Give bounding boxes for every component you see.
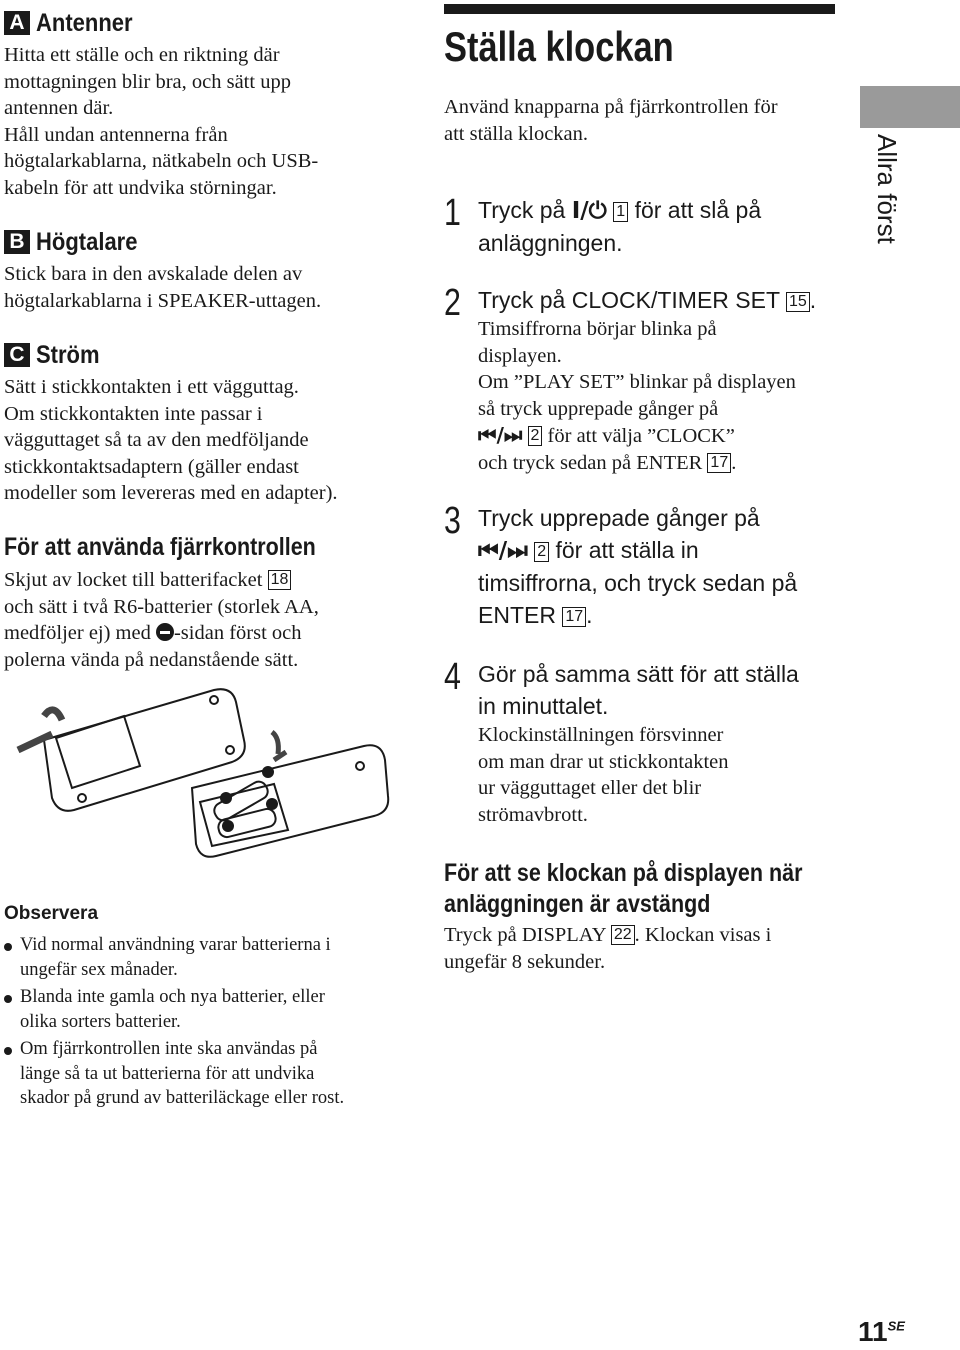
step-detail [478,316,844,476]
power-icon: I/⏻ [571,198,607,224]
screw [226,746,234,754]
notes-list [4,933,344,1111]
text-fragment: för att slå på [634,197,762,223]
section-strom [4,340,338,507]
ref-number: 17 [707,453,731,473]
text-line: att ställa klockan. [444,122,589,145]
text-fragment: . [809,287,817,313]
text-line: vägguttaget så ta av den medföljande [4,429,309,451]
step-3 [444,502,844,631]
text-line: kabeln för att undvika störningar. [4,176,277,199]
text-line: olika sorters batterier. [20,1011,181,1032]
text-fragment: Tryck på DISPLAY [444,924,606,946]
text-line [4,620,367,647]
text-line: Om fjärrkontrollen inte ska användas på [20,1039,318,1059]
text-fragment: Skjut av locket till batterifacket [4,569,263,591]
step-body [478,284,844,476]
text-fragment: och tryck sedan på ENTER [478,451,703,474]
step-detail [478,722,844,828]
text-line: Hitta ett ställe och en riktning där [4,44,280,66]
ref-number: 1 [613,202,628,222]
battery-lid [56,716,140,788]
prev-next-icon: ⏮/⏭ [478,538,528,564]
text-fragment: Tryck på CLOCK/TIMER SET [478,287,780,313]
top-rule [444,4,835,14]
text-line [478,194,844,227]
text-line: antennen där. [4,97,114,119]
text-line: in minuttalet. [478,693,609,719]
text-line: om man drar ut stickkontakten [478,750,729,773]
section-body [4,374,338,507]
minus-pole-icon [220,792,232,804]
text-line [478,284,844,316]
ref-number: 17 [562,607,586,627]
text-line: och sätt i två R6-batterier (storlek AA, [4,595,319,618]
section-body [4,42,318,201]
section-heading [4,340,338,370]
step-2 [444,284,844,476]
section-display [444,858,861,975]
section-title: Ström [36,341,100,369]
letter-badge-c: C [4,343,30,367]
side-tab-text: Allra först [872,134,902,244]
list-item [4,985,344,1034]
text-line: Sätt i stickkontakten i ett vägguttag. [4,376,299,398]
text-line: timsiffrorna, och tryck sedan på [478,570,798,596]
minus-pole-icon [266,798,278,810]
ref-number: 15 [786,292,810,312]
text-line [444,922,861,949]
step-number: 2 [444,282,461,324]
clock-intro [444,94,778,147]
step-instruction [478,658,844,722]
text-fragment: för att välja ”CLOCK” [547,425,735,447]
text-line: så tryck upprepade gånger på [478,397,719,420]
step-body [478,658,844,828]
section-antenner [4,8,318,201]
text-line: Klockinställningen försvinner [478,724,724,746]
text-line: ungefär sex månader. [20,959,178,980]
step-number: 1 [444,192,461,234]
screw [210,696,218,704]
plus-pole-icon [222,820,234,832]
remote-battery-illustration [4,680,404,880]
notes-title: Observera [4,903,99,924]
step-number: 4 [444,656,461,698]
display-heading-line: anläggningen är avstängd [444,890,711,918]
text-line: modeller som levereras med en adapter). [4,482,338,504]
remote-heading: För att använda fjärrkontrollen [4,533,316,561]
ref-number: 2 [528,426,543,446]
text-fragment: Tryck på [478,197,566,223]
section-title: Antenner [36,9,133,37]
screw [356,762,364,770]
text-line: Om stickkontakten inte passar i [4,402,263,425]
step-4 [444,658,844,828]
section-remote [4,532,367,673]
text-line: Tryck upprepade gånger på [478,505,760,531]
step-1 [444,194,844,259]
text-line: länge så ta ut batterierna för att undvika [20,1063,315,1084]
text-line: stickkontaktsadaptern (gäller endast [4,455,299,478]
ref-number: 18 [268,570,292,590]
page-number-suffix: SE [887,1318,905,1334]
text-fragment: ENTER [478,602,556,628]
text-line: Stick bara in den avskalade delen av [4,263,303,285]
page-number-value: 11 [858,1316,888,1347]
step-body [478,194,844,259]
notes-block [4,903,344,1114]
prev-next-icon: ⏮/⏭ [478,423,523,447]
text-line [4,567,367,594]
text-fragment: . [586,602,593,628]
text-line: Vid normal användning varar batterierna i [20,935,331,955]
minus-pole-icon [156,623,174,641]
text-line: Timsiffrorna börjar blinka på [478,318,717,340]
text-line: Håll undan antennerna från [4,123,228,146]
text-line: polerna vända på nedanstående sätt. [4,648,299,671]
step-number: 3 [444,500,461,542]
text-line [478,599,844,631]
section-hogtalare [4,227,321,314]
text-fragment: medföljer ej) med [4,622,151,644]
screw [78,794,86,802]
text-line: Blanda inte gamla och nya batterier, eller [20,987,325,1007]
ref-number: 22 [611,925,635,945]
text-line [478,534,844,567]
section-heading [4,8,318,38]
text-line: displayen. [478,344,562,367]
text-line: Använd knapparna på fjärrkontrollen för [444,96,778,118]
text-line: högtalarkablarna, nätkabeln och USB- [4,150,319,172]
text-line: ungefär 8 sekunder. [444,950,606,973]
text-line: Gör på samma sätt för att ställa [478,661,799,687]
letter-badge-b: B [4,230,30,254]
text-fragment: . Klockan visas i [634,924,772,946]
step-instruction [478,194,844,259]
step-instruction [478,502,844,631]
section-heading [4,227,321,257]
list-item [4,933,344,982]
battery [211,779,270,824]
text-line [478,422,844,450]
display-heading-line: För att se klockan på displayen när [444,859,803,887]
text-fragment: -sidan först och [173,622,302,644]
text-fragment: för att ställa in [555,537,699,563]
page-number [858,1316,905,1348]
remote-body [4,567,367,673]
text-line: Om ”PLAY SET” blinkar på displayen [478,371,796,393]
rotate-arrow [272,732,286,760]
section-body [4,261,321,314]
ref-number: 2 [534,542,549,562]
page-title: Ställa klockan [444,23,674,70]
step-body [478,502,844,631]
text-fragment: . [731,451,737,474]
side-tab-marker [860,86,960,128]
text-line: mottagningen blir bra, och sätt upp [4,70,291,93]
text-line: anläggningen. [478,230,623,256]
list-item [4,1037,344,1111]
text-line: strömavbrott. [478,803,588,826]
side-tab-label [856,134,926,264]
letter-badge-a: A [4,11,30,35]
slide-arrow [18,710,62,750]
text-line [478,450,844,477]
section-title: Högtalare [36,228,138,256]
step-instruction [478,284,844,316]
text-line: högtalarkablarna i SPEAKER-uttagen. [4,289,322,312]
text-line: skador på grund av batteriläckage eller rost. [20,1088,345,1108]
text-line: ur vägguttaget eller det blir [478,777,702,799]
remote-back-body [44,689,245,811]
display-body [444,922,861,975]
plus-pole-icon [262,766,274,778]
